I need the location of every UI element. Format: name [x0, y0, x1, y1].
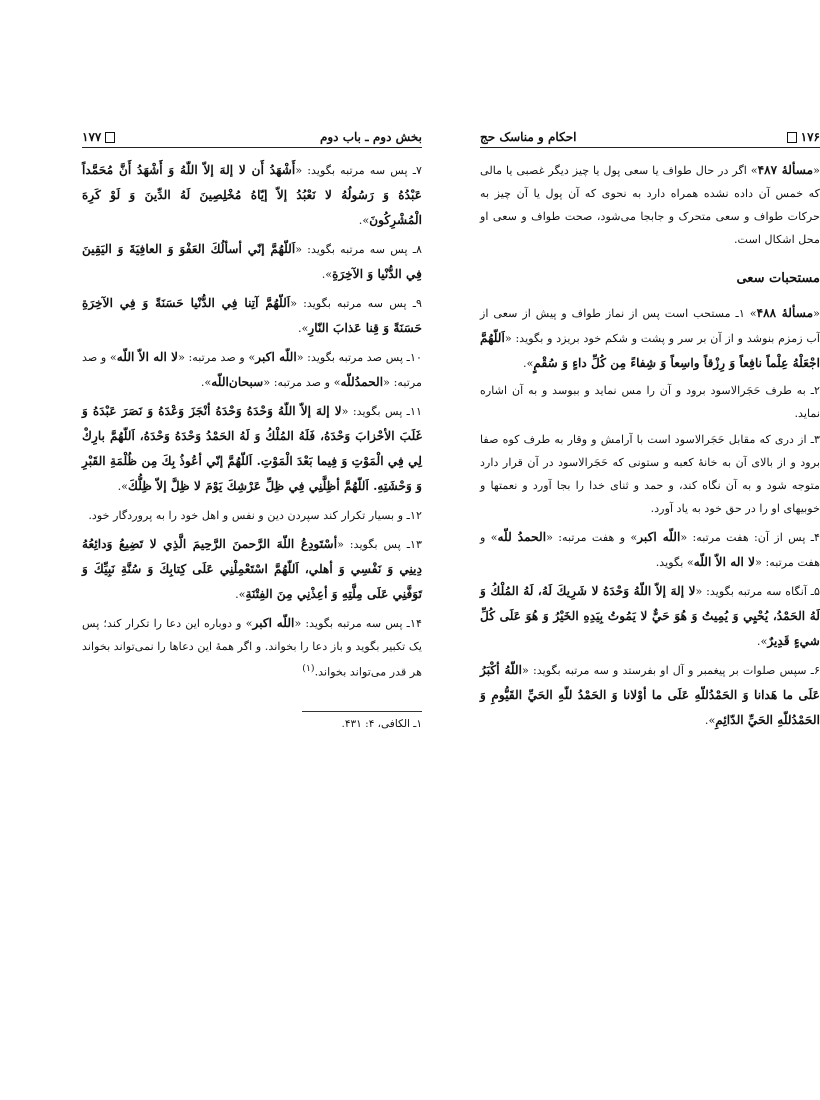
- paragraph-3: ۳ـ از دری که مقابل حَجَرالاسود است با آرامش و وقار به طرف کوه صفا برود و از بالای آن به خانهٔ کعبه و ستونی که حَجَرالاسود در آن قرار دارد متوجه شود و به آن نگاه کند، و حمد و ثنای خدا را بجا آورد و نعمتها و خوبیهای او را در حق خود به یاد آورد.: [480, 433, 820, 516]
- paragraph-13: ۱۳ـ پس بگوید: «أسْتَودِعُ اللّهَ الرَّحمنَ الرَّحِيمَ الَّذِي لا تَضِيعُ وَدائِعُهُ دِينِي وَ نَفْسِي وَ أهلي، اَللّهُمَّ اسْتَعْمِلْنِي عَلَى كِتابِكَ وَ سُنَّةِ نَبِيِّكَ وَ تَوَفَّنِي عَلَى مِلَّتِهِ وَ أعِذْنِي مِنَ الفِتْنَةِ».: [82, 537, 422, 602]
- footnote: ۱ـ الکافی، ۴: ۴۳۱.: [341, 717, 422, 730]
- paragraph-14: ۱۴ـ پس سه مرتبه بگوید: «اللّه اکبر» و دوباره این دعا را تکرار کند؛ پس یک تکبیر بگوید و باز دعا را بخواند. و اگر همهٔ این دعاها را نمی‌تواند بخواند هر قدر می‌تواند بخواند.$^{(۱)}$: [82, 616, 422, 679]
- issue-487: «مسألهٔ ۴۸۷» اگر در حال طواف یا سعی پول یا چیز دیگر غصبی یا مالی که خمس آن داده نشده همراه دارد به نحوی که آن پول یا آن چیز به حرکات طواف و سعی متحرک و جابجا می‌شود، صحت طواف و سعی او محل اشکال است.: [480, 163, 820, 246]
- paragraph-11: ۱۱ـ پس بگوید: «لا إلهَ إلاّ اللّهُ وَحْدَهُ وَحْدَهُ أنْجَزَ وَعْدَهُ وَ نَصَرَ عَبْدَهُ وَ غَلَبَ الأحْزابَ وَحْدَهُ، فَلَهُ المُلْكُ وَ لَهُ الحَمْدُ وَحْدَهُ وَحْدَهُ، اَللّهُمَّ بارِكْ لِي فِي الْمَوْتِ وَ فِيما بَعْدَ الْمَوْتِ. اَللّهُمَّ إنّي أعُوذُ بِكَ مِن ظُلْمَةِ القَبْرِ وَ وَحْشَتِهِ. اَللّهُمَّ أظِلَّنِي فِي ظِلِّ عَرْشِكَ يَوْمَ لا ظِلَّ إلاّ ظِلُّكَ».: [82, 404, 422, 494]
- footnote-separator: [302, 711, 422, 712]
- right-page: [480, 120, 820, 737]
- page-number-text: ۱۷۶: [800, 130, 820, 144]
- left-page-body: [82, 158, 422, 685]
- paragraph-12: ۱۲ـ و بسیار تکرار کند سپردن دین و نفس و اهل خود را به پروردگار خود.: [88, 509, 422, 523]
- square-marker-icon: [105, 132, 115, 143]
- left-header-title: بخش دوم ـ باب دوم: [319, 130, 422, 144]
- issue-488: «مسألهٔ ۴۸۸» ۱ـ مستحب است پس از نماز طواف و پیش از سعی از آب زمزم بنوشد و از آن بر سر و پشت و شکم خود بریزد و بگوید: «اَللّهُمَّ اجْعَلْهُ عِلْماً نافِعاً وَ رِزْقاً واسِعاً وَ شِفاءً مِن كُلِّ داءٍ وَ سُقْمٍ».: [480, 305, 820, 370]
- left-page-number: [82, 130, 115, 144]
- footnote-marker: (۱): [302, 663, 315, 675]
- paragraph-5: ۵ـ آنگاه سه مرتبه بگوید: «لا إلهَ إلاّ اللّهُ وَحْدَهُ لا شَرِيكَ لَهُ، لَهُ المُلْكُ وَ لَهُ الحَمْدُ، يُحْيِي وَ يُمِيتُ وَ هُوَ حَيٌّ لا يَمُوتُ بِيَدِهِ الخَيْرُ وَ هُوَ عَلَى كُلِّ شيءٍ قَدِيرٌ».: [480, 584, 820, 649]
- left-page-header: [82, 120, 422, 148]
- right-page-number: [787, 130, 820, 144]
- section-heading: مستحبات سعی: [736, 270, 820, 286]
- right-page-header: [480, 120, 820, 148]
- paragraph-9: ۹ـ پس سه مرتبه بگوید: «اَللّهُمَّ آتِنا فِي الدُّنْيا حَسَنَةً وَ فِي الآخِرَةِ حَسَنَةً وَ قِنا عَذابَ النّارِ».: [82, 296, 422, 336]
- paragraph-8: ۸ـ پس سه مرتبه بگوید: «اَللّهُمَّ إنّي أسألُكَ العَفْوَ وَ العافِيَةَ وَ اليَقِينَ فِي الدُّنْيا وَ الآخِرَةِ».: [82, 242, 422, 282]
- page-number-text: ۱۷۷: [82, 130, 102, 144]
- right-page-body: [480, 158, 820, 733]
- paragraph-6: ۶ـ سپس صلوات بر پیغمبر و آل او بفرستد و سه مرتبه بگوید: «اللّهُ أكْبَرُ عَلَى ما هَدانا وَ الحَمْدُللّهِ عَلَى ما أوْلانا وَ الحَمْدُ للّهِ الحَيِّ القَيُّومِ وَ الحَمْدُللّهِ الحَيِّ الدّائِمِ».: [480, 663, 820, 728]
- paragraph-7: ۷ـ پس سه مرتبه بگوید: «أَشْهَدُ أَن لا إلهَ إلاّ اللّهُ وَ أَشْهَدُ أَنَّ مُحَمَّداً عَبْدُهُ وَ رَسُولُهُ لا نَعْبُدُ إلاّ إيّاهُ مُخْلِصِينَ لَهُ الدِّينَ وَ لَوْ كَرِهَ الْمُشْرِكُونَ».: [82, 163, 422, 228]
- paragraph-2: ۲ـ به طرف حَجَرالاسود برود و آن را مس نماید و ببوسد و به آن اشاره نماید.: [480, 383, 820, 420]
- square-marker-icon: [787, 132, 797, 143]
- paragraph-4: ۴ـ پس از آن: هفت مرتبه: «اللّه اکبر» و هفت مرتبه: «الحمدُ للّه» و هفت مرتبه: «لا اله الاّ اللّه» بگوید.: [480, 530, 820, 570]
- left-page: [82, 120, 422, 730]
- paragraph-10: ۱۰ـ پس صد مرتبه بگوید: «اللّه اكبر» و صد مرتبه: «لا اله الاّ اللّه» و صد مرتبه: «الحمدُللّه» و صد مرتبه: «سبحان‌اللّه».: [82, 350, 422, 390]
- right-header-title: احکام و مناسک حج: [480, 130, 577, 144]
